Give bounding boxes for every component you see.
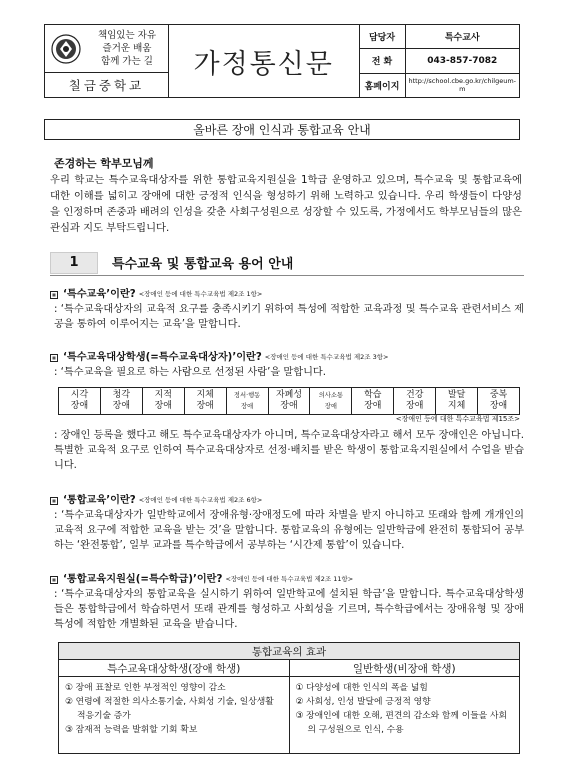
effects-title: 통합교육의 효과 [59, 643, 519, 660]
disability-type-name: 시각 [70, 390, 89, 400]
disability-type-name: 지체 [196, 390, 214, 400]
disability-table-reference: <장애인 등에 대한 특수교육법 제15조> [395, 415, 520, 423]
disability-types-table [58, 387, 520, 415]
disability-type-cell [394, 388, 436, 415]
school-motto-area [45, 25, 168, 73]
checkbox-square-icon [50, 354, 58, 362]
checkbox-square-icon [50, 497, 58, 505]
term-special-education-student [50, 350, 524, 380]
school-emblem-icon [51, 34, 81, 64]
homepage-link[interactable]: http://school.cbe.go.kr/chilgeum-m [408, 77, 516, 94]
disability-type-suffix: 장애 [112, 401, 131, 411]
info-key: 전 화 [360, 49, 406, 72]
disability-type-name: 의사소통 [318, 392, 344, 399]
disability-type-suffix: 지체 [447, 401, 466, 411]
term-reference: <장애인 등에 대한 특수교육법 제2조 11항> [225, 575, 354, 583]
disability-type-name: 발달 [447, 390, 466, 400]
term-heading [50, 350, 524, 365]
effects-body [59, 677, 519, 753]
term-label: ‘통합교육지원실(=특수학급)’이란? [63, 574, 223, 585]
disability-type-cell [226, 388, 268, 415]
info-key: 홈페이지 [360, 74, 406, 97]
greeting: 존경하는 학부모님께 [54, 157, 154, 170]
effects-header-nondisabled: 일반학생(비장애 학생) [352, 662, 456, 675]
disability-type-name: 건강 [406, 390, 424, 400]
term-inclusive-education [50, 493, 524, 553]
term-resource-room [50, 572, 524, 632]
effect-item: ② 연령에 적절한 의사소통기술, 사회성 기술, 일상생활 적응기술 증가 [65, 697, 274, 721]
disability-type-cell [478, 388, 520, 415]
checkbox-square-icon [50, 576, 58, 584]
section-title: 특수교육 및 통합교육 용어 안내 [112, 257, 294, 272]
term-reference: <장애인 등에 대한 특수교육법 제2조 3항> [264, 353, 389, 361]
info-value: 043-857-7082 [427, 55, 498, 66]
disability-type-cell [268, 388, 310, 415]
info-row-homepage [360, 74, 520, 97]
disability-type-suffix: 장애 [406, 401, 424, 411]
disability-type-name: 청각 [112, 390, 131, 400]
disability-type-suffix: 장애 [489, 401, 508, 411]
disability-type-cell [310, 388, 352, 415]
effect-item: ③ 잠재적 능력을 발휘할 기회 확보 [65, 725, 198, 735]
school-name: 칠금중학교 [68, 78, 145, 93]
disability-type-cell [436, 388, 478, 415]
motto-line: 즐거운 배움 [102, 43, 152, 54]
term-reference: <장애인 등에 대한 특수교육법 제2조 1항> [138, 290, 263, 298]
effects-right-column [290, 677, 520, 753]
registration-note [50, 428, 524, 473]
effect-item: ③ 장애인에 대한 오해, 편견의 감소와 함께 이들을 사회의 구성원으로 인식, 수용 [295, 711, 508, 735]
term-definition: : ‘특수교육대상자의 교육적 요구를 충족시키기 위하여 특성에 적합한 교육과정 및 특수교육 관련서비스 제공을 통하여 이루어지는 교육’을 말합니다. [54, 304, 524, 330]
disability-type-cell [184, 388, 226, 415]
school-info-box [45, 25, 169, 97]
disability-type-name: 지적 [154, 390, 172, 400]
newsletter-header [44, 24, 520, 98]
disability-type-suffix: 장애 [364, 401, 382, 411]
intro-paragraph: 우리 학교는 특수교육대상자를 위한 통합교육지원실을 1학급 운영하고 있으며, 특수교육 및 통합교육에 대한 이해를 넓히고 장애에 대한 긍정적 인식을 형성하기 위해 노력하고 있습니다. 우리 학생들이 다양성을 인정하며 존중과 배려의 인성을 갖춘 사회구성원으로 성장할 수 있도록, 가정에서도 학부모님들의 많은 관심과 지도 부탁드립니다. [50, 174, 522, 234]
term-definition: : ‘특수교육대상자가 일반학교에서 장애유형·장애정도에 따라 차별을 받지 아니하고 또래와 함께 개개인의 교육적 요구에 적합한 교육을 받는 것’을 말합니다. 통합교육의 유형에는 일반학급에 완전히 통합되어 공부하는 ‘완전통합’, 일부 교과를 특수학급에서 공부하는 ‘시간제 통합’이 있습니다. [54, 510, 524, 551]
disability-type-suffix: 장애 [154, 401, 172, 411]
disability-type-suffix: 장애 [196, 401, 214, 411]
disability-row [59, 388, 520, 415]
section-header [50, 250, 524, 276]
effect-item: ② 사회성, 인성 발달에 긍정적 영향 [295, 697, 431, 707]
term-definition: : ‘특수교육을 필요로 하는 사람으로 선정된 사람’을 말합니다. [54, 367, 326, 378]
effects-header-disabled: 특수교육대상학생(장애 학생) [59, 660, 290, 676]
motto-line: 책임있는 자유 [97, 30, 157, 41]
term-reference: <장애인 등에 대한 특수교육법 제2조 6항> [138, 496, 263, 504]
term-label: ‘통합교육’이란? [63, 495, 136, 506]
term-label: ‘특수교육대상학생(=특수교육대상자)’이란? [63, 352, 262, 363]
term-label: ‘특수교육’이란? [63, 289, 136, 300]
disability-type-cell [59, 388, 101, 415]
disability-type-suffix: 장애 [280, 401, 298, 411]
section-number: 1 [50, 252, 98, 274]
disability-type-cell [142, 388, 184, 415]
effect-item: ① 다양성에 대한 인식의 폭을 넓힘 [295, 683, 428, 693]
disability-type-suffix: 장애 [240, 403, 254, 410]
term-special-education [50, 287, 524, 332]
newsletter-title: 가정통신문 [169, 25, 360, 97]
effect-item: ① 장애 표찰로 인한 부정적인 영향이 감소 [65, 683, 226, 693]
disability-type-suffix: 장애 [324, 403, 337, 410]
motto-line: 함께 가는 길 [101, 56, 153, 67]
disability-type-name: 학습 [364, 390, 382, 400]
school-motto [91, 29, 163, 68]
term-definition: : ‘특수교육대상자의 통합교육을 실시하기 위하여 일반학교에 설치된 학급’을 말합니다. 특수교육대상학생들은 통합학급에서 학습하면서 또래 관계를 형성하고 사회성을 기르며, 특수학급에서는 장애유형 및 장애특성에 적합한 개별화된 교육을 받습니다. [54, 589, 524, 630]
term-heading [50, 287, 524, 302]
info-key: 담당자 [360, 25, 406, 48]
checkbox-square-icon [50, 291, 58, 299]
disability-type-name: 정서·행동 [233, 392, 261, 399]
disability-type-name: 중복 [489, 390, 508, 400]
registration-note-text: : 장애인 등록을 했다고 해도 특수교육대상자가 아니며, 특수교육대상자라고 해서 모두 장애인은 아닙니다. 특별한 교육적 요구로 인하여 특수교육대상자로 선정·배치를 받은 학생이 통합교육지원실에서 수업을 받습니다. [54, 430, 524, 471]
info-value: 특수교사 [444, 33, 480, 44]
effects-left-column [59, 677, 290, 753]
inclusion-effects-table [58, 642, 520, 754]
info-row-manager [360, 25, 520, 49]
effects-header-row [59, 660, 519, 677]
topic-title: 올바른 장애 인식과 통합교육 안내 [44, 119, 520, 140]
term-heading [50, 572, 524, 587]
info-row-phone [360, 49, 520, 73]
contact-info-table [360, 25, 520, 97]
disability-type-cell [352, 388, 394, 415]
disability-type-name: 자폐성 [275, 390, 303, 400]
disability-type-cell [100, 388, 142, 415]
disability-type-suffix: 장애 [70, 401, 89, 411]
term-heading [50, 493, 524, 508]
